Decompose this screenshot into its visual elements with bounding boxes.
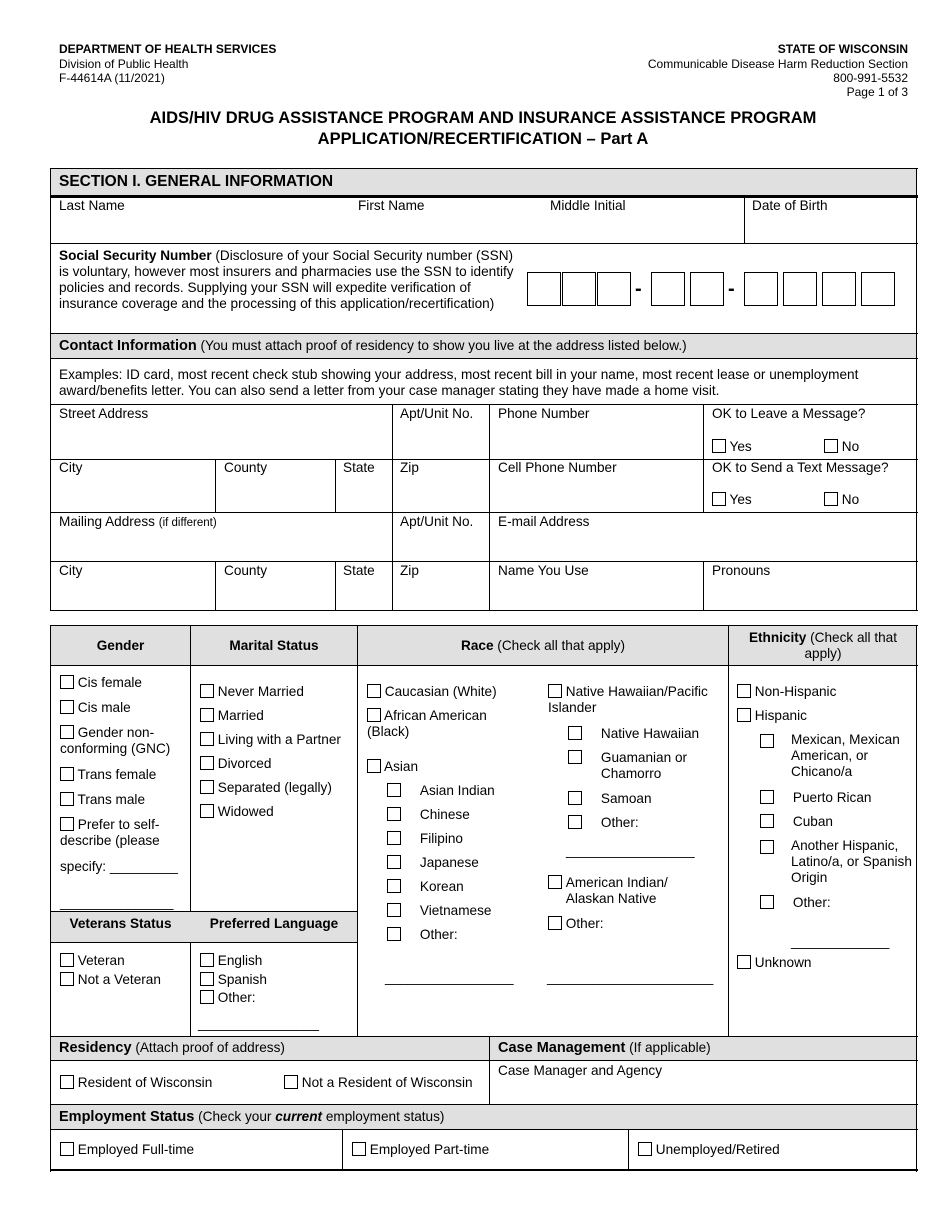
mailing-county-label: County <box>224 563 268 578</box>
gender-specify[interactable]: specify: _________ <box>60 859 178 874</box>
cell-label: Cell Phone Number <box>498 460 617 475</box>
checkbox[interactable] <box>387 855 401 869</box>
gender-trans-female[interactable]: Trans female <box>60 767 156 782</box>
checkbox[interactable] <box>60 953 74 967</box>
ssn-digit-8[interactable] <box>822 272 856 306</box>
checkbox[interactable] <box>60 675 74 689</box>
hisp-another[interactable]: Another Hispanic, Latino/a, or Spanish Origin <box>760 838 915 886</box>
hisp-other[interactable]: Other: <box>760 895 831 910</box>
asian-other[interactable]: Other: <box>387 927 458 942</box>
checkbox[interactable] <box>760 840 774 854</box>
marital-married[interactable]: Married <box>200 708 264 723</box>
checkbox[interactable] <box>200 732 214 746</box>
ssn-dash-1: - <box>635 278 642 300</box>
checkbox[interactable] <box>60 1075 74 1089</box>
text-yes[interactable]: Yes <box>712 492 752 507</box>
pronouns-label: Pronouns <box>712 563 771 578</box>
asian-indian[interactable]: Asian Indian <box>387 783 495 798</box>
gender-gnc[interactable]: Gender non-conforming (GNC) <box>60 725 171 756</box>
asian-japanese[interactable]: Japanese <box>387 855 479 870</box>
resident-wi[interactable]: Resident of Wisconsin <box>60 1075 212 1090</box>
nhpi-guamanian[interactable]: Guamanian or Chamorro <box>568 750 718 782</box>
ssn-digit-9[interactable] <box>861 272 895 306</box>
race-header: Race (Check all that apply) <box>461 638 625 653</box>
checkbox[interactable] <box>367 708 381 722</box>
checkbox[interactable] <box>387 879 401 893</box>
checkbox[interactable] <box>737 955 751 969</box>
case-manager-label: Case Manager and Agency <box>498 1063 662 1078</box>
gender-header: Gender <box>96 638 145 653</box>
phone-label: Phone Number <box>498 406 590 421</box>
mailing-label: Mailing Address (if different) <box>59 514 217 529</box>
ssn-digit-3[interactable] <box>597 272 631 306</box>
casemgmt-title: Case Management (If applicable) <box>498 1040 711 1056</box>
checkbox[interactable] <box>200 990 214 1004</box>
checkbox[interactable] <box>760 814 774 828</box>
hisp-other-line: _____________ <box>791 934 890 949</box>
nhpi-native-hawaiian[interactable]: Native Hawaiian <box>568 726 699 741</box>
checkbox[interactable] <box>200 780 214 794</box>
checkbox[interactable] <box>200 708 214 722</box>
city-label: City <box>59 460 83 475</box>
race-african-american[interactable]: African American (Black) <box>367 708 487 739</box>
checkbox[interactable] <box>387 903 401 917</box>
page-number: Page 1 of 3 <box>846 85 908 99</box>
text-yes-checkbox[interactable] <box>712 492 726 506</box>
checkbox[interactable] <box>548 684 562 698</box>
checkbox[interactable] <box>760 790 774 804</box>
checkbox[interactable] <box>284 1075 298 1089</box>
employed-part-time[interactable]: Employed Part-time <box>352 1142 489 1157</box>
county-label: County <box>224 460 268 475</box>
checkbox[interactable] <box>548 916 562 930</box>
nhpi-other[interactable]: Other: <box>568 815 639 830</box>
marital-partner[interactable]: Living with a Partner <box>200 732 341 747</box>
checkbox[interactable] <box>60 972 74 986</box>
division: Division of Public Health <box>59 57 189 71</box>
residency-examples: Examples: ID card, most recent check stub showing your address, most recent bill in your name, most recent lease or unemployment award/benefits letter. You can also send a letter from your case manager stating they have made a home visit. <box>59 367 859 398</box>
hisp-cuban[interactable]: Cuban <box>760 814 833 829</box>
veteran[interactable]: Veteran <box>60 953 125 968</box>
ssn-description: Social Security Number (Disclosure of your Social Security number (SSN) is voluntary, however most insurers and pharmacies use the SSN to identify policies and records. Supplying your SSN will expedite verification of insurance coverage and the processing of this application/recertification) <box>59 248 514 311</box>
asian-chinese[interactable]: Chinese <box>387 807 470 822</box>
checkbox[interactable] <box>387 807 401 821</box>
checkbox[interactable] <box>387 831 401 845</box>
marital-divorced[interactable]: Divorced <box>200 756 271 771</box>
checkbox[interactable] <box>200 972 214 986</box>
ssn-digit-2[interactable] <box>562 272 596 306</box>
text-no-checkbox[interactable] <box>824 492 838 506</box>
race-asian[interactable]: Asian <box>367 759 418 774</box>
text-no[interactable]: No <box>824 492 859 507</box>
ssn-digit-6[interactable] <box>744 272 778 306</box>
first-name-label: First Name <box>358 198 425 213</box>
checkbox[interactable] <box>60 792 74 806</box>
race-other-line: ______________________ <box>547 970 714 985</box>
mailing-state-label: State <box>343 563 375 578</box>
ssn-digit-1[interactable] <box>527 272 561 306</box>
marital-header: Marital Status <box>229 638 319 653</box>
checkbox[interactable] <box>568 791 582 805</box>
nhpi-samoan[interactable]: Samoan <box>568 791 652 806</box>
checkbox[interactable] <box>737 708 751 722</box>
checkbox[interactable] <box>200 953 214 967</box>
nhpi-other-line: _________________ <box>566 843 695 858</box>
checkbox[interactable] <box>60 725 74 739</box>
lang-english[interactable]: English <box>200 953 262 968</box>
ethnicity-header: Ethnicity (Check all that apply) <box>748 630 898 661</box>
ssn-digit-4[interactable] <box>651 272 685 306</box>
gender-cis-male[interactable]: Cis male <box>60 700 131 715</box>
checkbox[interactable] <box>367 759 381 773</box>
race-american-indian[interactable]: American Indian/ Alaskan Native <box>548 875 726 907</box>
not-veteran[interactable]: Not a Veteran <box>60 972 161 987</box>
marital-never[interactable]: Never Married <box>200 684 304 699</box>
msg-no-checkbox[interactable] <box>824 439 838 453</box>
veterans-header: Veterans Status <box>69 916 172 931</box>
ssn-dash-2: - <box>728 278 735 300</box>
msg-no[interactable]: No <box>824 439 859 454</box>
lang-spanish[interactable]: Spanish <box>200 972 267 987</box>
section1-title: SECTION I. GENERAL INFORMATION <box>59 173 334 190</box>
checkbox[interactable] <box>387 783 401 797</box>
name-use-label: Name You Use <box>498 563 589 578</box>
state-name: STATE OF WISCONSIN <box>777 42 908 56</box>
language-header: Preferred Language <box>209 916 339 931</box>
dob-label: Date of Birth <box>752 198 828 213</box>
asian-other-line: _________________ <box>385 970 514 985</box>
checkbox[interactable] <box>200 804 214 818</box>
race-nhpi[interactable]: Native Hawaiian/Pacific Islander <box>548 684 708 715</box>
lang-other-line: ________________ <box>198 1016 319 1031</box>
ok-text-label: OK to Send a Text Message? <box>712 460 889 475</box>
mailing-zip-label: Zip <box>400 563 419 578</box>
asian-filipino[interactable]: Filipino <box>387 831 463 846</box>
title-line-1: AIDS/HIV DRUG ASSISTANCE PROGRAM AND INSURANCE ASSISTANCE PROGRAM <box>149 109 817 127</box>
phone: 800-991-5532 <box>833 71 908 85</box>
checkbox[interactable] <box>60 1142 74 1156</box>
checkbox[interactable] <box>367 684 381 698</box>
hisp-mexican[interactable]: Mexican, Mexican American, or Chicano/a <box>760 732 915 780</box>
last-name-label: Last Name <box>59 198 125 213</box>
checkbox[interactable] <box>548 875 562 889</box>
checkbox[interactable] <box>60 817 74 831</box>
checkbox[interactable] <box>760 895 774 909</box>
nonresident-wi[interactable]: Not a Resident of Wisconsin <box>284 1075 473 1090</box>
marital-widowed[interactable]: Widowed <box>200 804 274 819</box>
state-label: State <box>343 460 375 475</box>
checkbox[interactable] <box>200 684 214 698</box>
race-other[interactable]: Other: <box>548 916 604 931</box>
residency-title: Residency (Attach proof of address) <box>59 1040 285 1056</box>
form-number: F-44614A (11/2021) <box>59 71 165 85</box>
section-name: Communicable Disease Harm Reduction Section <box>647 57 908 71</box>
lang-other[interactable]: Other: <box>200 990 256 1005</box>
zip-label: Zip <box>400 460 419 475</box>
checkbox[interactable] <box>200 756 214 770</box>
mailing-city-label: City <box>59 563 83 578</box>
msg-yes-checkbox[interactable] <box>712 439 726 453</box>
middle-initial-label: Middle Initial <box>550 198 626 213</box>
title-line-2: APPLICATION/RECERTIFICATION – Part A <box>317 130 649 148</box>
employment-title: Employment Status (Check your current employment status) <box>59 1109 445 1125</box>
unemployed-retired[interactable]: Unemployed/Retired <box>638 1142 780 1157</box>
gender-self-describe[interactable]: Prefer to self-describe (please <box>60 817 160 848</box>
checkbox[interactable] <box>568 726 582 740</box>
gender-cis-female[interactable]: Cis female <box>60 675 142 690</box>
employed-full-time[interactable]: Employed Full-time <box>60 1142 194 1157</box>
checkbox[interactable] <box>352 1142 366 1156</box>
msg-yes[interactable]: Yes <box>712 439 752 454</box>
hisp-puerto-rican[interactable]: Puerto Rican <box>760 790 871 805</box>
race-caucasian[interactable]: Caucasian (White) <box>367 684 497 699</box>
checkbox[interactable] <box>60 767 74 781</box>
street-label: Street Address <box>59 406 149 421</box>
ok-message-label: OK to Leave a Message? <box>712 406 866 421</box>
gender-specify-line: _______________ <box>60 895 174 910</box>
checkbox[interactable] <box>568 750 582 764</box>
gender-trans-male[interactable]: Trans male <box>60 792 145 807</box>
ssn-digit-5[interactable] <box>690 272 724 306</box>
dept-name: DEPARTMENT OF HEALTH SERVICES <box>59 42 277 56</box>
mailing-apt-label: Apt/Unit No. <box>400 514 474 529</box>
ssn-digit-7[interactable] <box>783 272 817 306</box>
marital-separated[interactable]: Separated (legally) <box>200 780 332 795</box>
asian-vietnamese[interactable]: Vietnamese <box>387 903 491 918</box>
eth-non-hispanic[interactable]: Non-Hispanic <box>737 684 836 699</box>
checkbox[interactable] <box>387 927 401 941</box>
apt-label: Apt/Unit No. <box>400 406 474 421</box>
checkbox[interactable] <box>60 700 74 714</box>
eth-unknown[interactable]: Unknown <box>737 955 811 970</box>
checkbox[interactable] <box>760 734 774 748</box>
checkbox[interactable] <box>568 815 582 829</box>
eth-hispanic[interactable]: Hispanic <box>737 708 807 723</box>
email-label: E-mail Address <box>498 514 590 529</box>
checkbox[interactable] <box>737 684 751 698</box>
asian-korean[interactable]: Korean <box>387 879 464 894</box>
checkbox[interactable] <box>638 1142 652 1156</box>
contact-title: Contact Information (You must attach proof of residency to show you live at the address listed below.) <box>59 338 687 354</box>
